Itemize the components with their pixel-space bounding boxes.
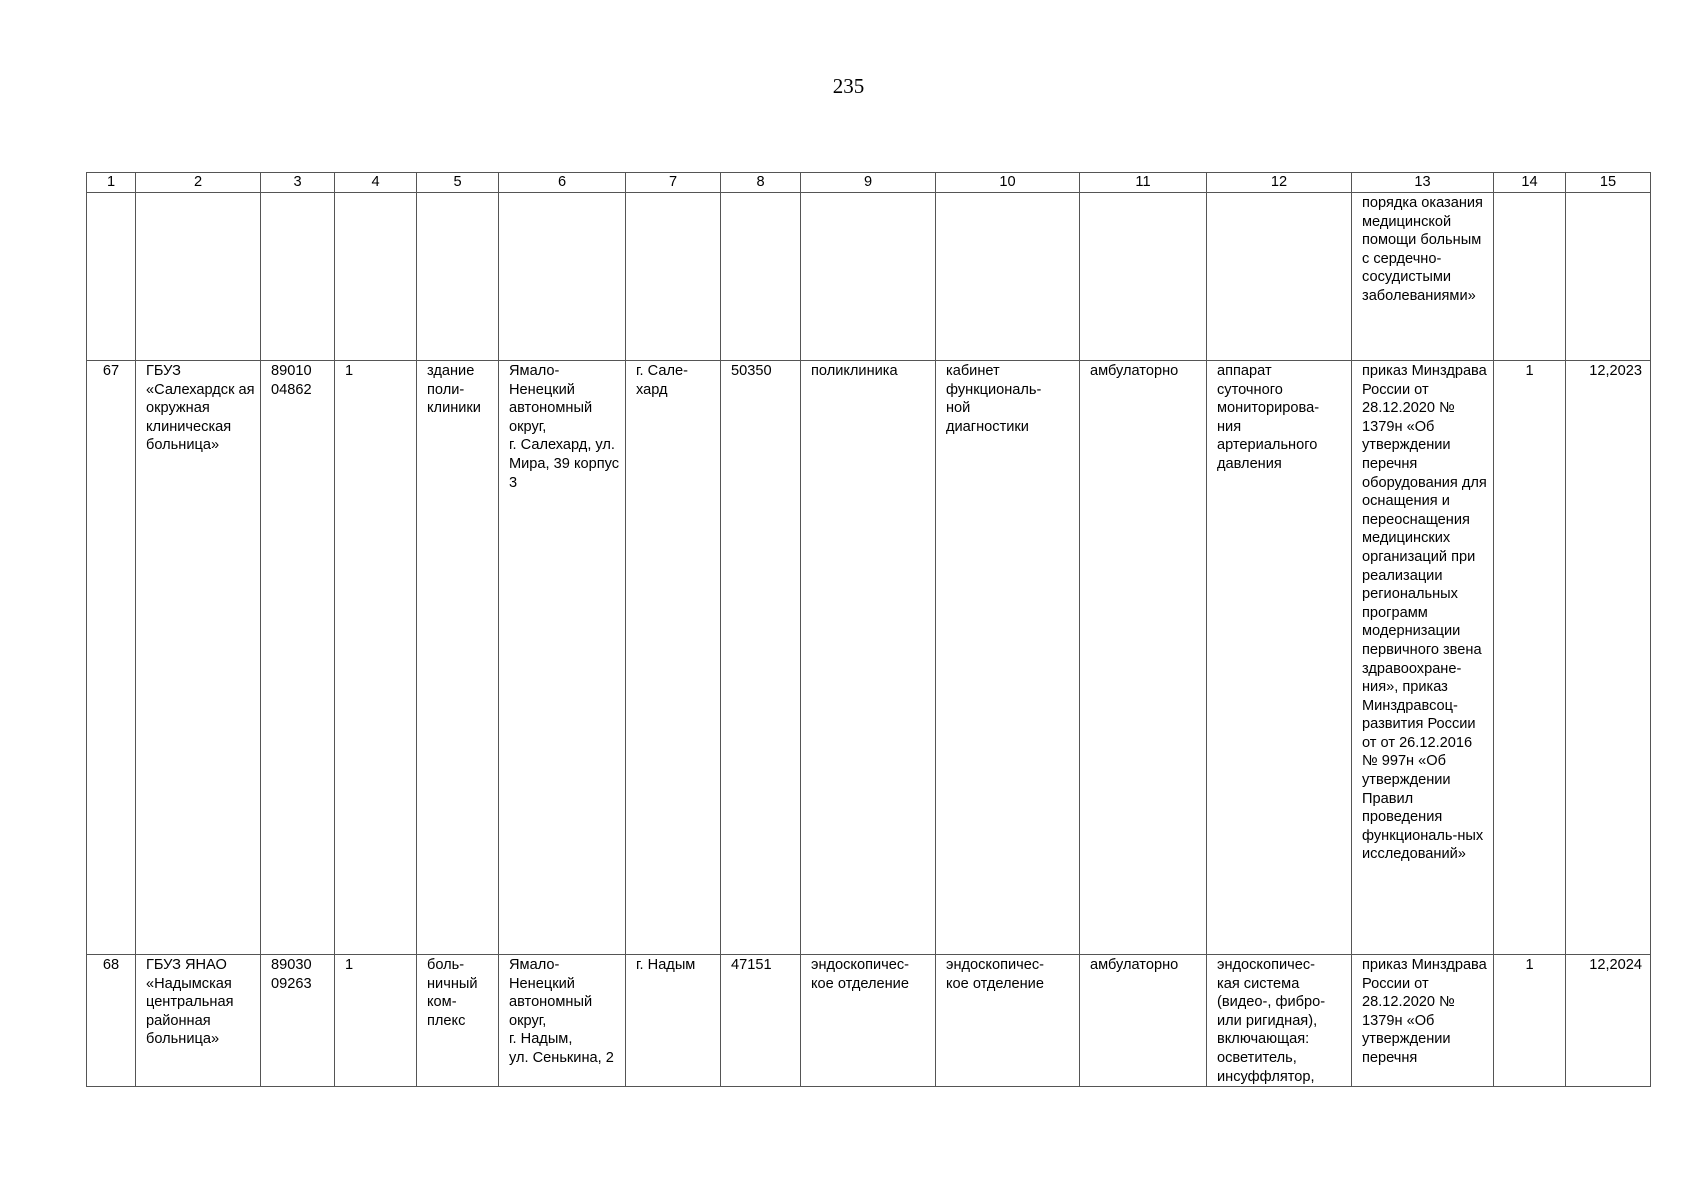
- quantity-cell: 1: [335, 955, 417, 1087]
- table-row-67: [87, 361, 1651, 955]
- column-header-7: 7: [626, 173, 721, 193]
- table-cell: [721, 193, 801, 361]
- column-header-6: 6: [499, 173, 626, 193]
- column-header-1: 1: [87, 173, 136, 193]
- table-cell: [936, 193, 1080, 361]
- code-cell: 89030 09263: [261, 955, 335, 1087]
- organization-cell: ГБУЗ ЯНАО «Надымская центральная районная больница»: [136, 955, 261, 1087]
- code-cell: 89010 04862: [261, 361, 335, 955]
- column-header-9: 9: [801, 173, 936, 193]
- row-number-cell: 67: [87, 361, 136, 955]
- table-cell: [499, 193, 626, 361]
- page-number: 235: [832, 74, 865, 98]
- data-table: [86, 172, 1651, 1087]
- quantity-cell: 1: [335, 361, 417, 955]
- table-cell: [626, 193, 721, 361]
- code-8-cell: 50350: [721, 361, 801, 955]
- code-8-cell: 47151: [721, 955, 801, 1087]
- unit-cell: эндоскопичес- кое отделение: [936, 955, 1080, 1087]
- table-row-continuation: [87, 193, 1651, 361]
- table-cell: [1207, 193, 1352, 361]
- table-cell: [801, 193, 936, 361]
- table-cell: [136, 193, 261, 361]
- amount-cell: 1: [1494, 361, 1566, 955]
- table-cell: [1080, 193, 1207, 361]
- building-type-cell: здание поли- клиники: [417, 361, 499, 955]
- column-header-4: 4: [335, 173, 417, 193]
- legal-basis-cell: приказ Минздрава России от 28.12.2020 № 1379н «Об утверждении перечня оборудования для оснащения и переоснащения медицинских организаций при реализации региональных программ модернизации первичного звена здравоохране-ния», приказ Минздравсоц-развития России от от 26.12.2016 № 997н «Об утверждении Правил проведения функциональ-ных исследований»: [1352, 361, 1494, 955]
- column-header-3: 3: [261, 173, 335, 193]
- column-header-13: 13: [1352, 173, 1494, 193]
- column-header-15: 15: [1566, 173, 1651, 193]
- column-header-10: 10: [936, 173, 1080, 193]
- department-cell: эндоскопичес- кое отделение: [801, 955, 936, 1087]
- column-header-8: 8: [721, 173, 801, 193]
- table-cell: [335, 193, 417, 361]
- table-cell: [1494, 193, 1566, 361]
- care-mode-cell: амбулаторно: [1080, 361, 1207, 955]
- organization-cell: ГБУЗ «Салехардск ая окружная клиническая больница»: [136, 361, 261, 955]
- care-mode-cell: амбулаторно: [1080, 955, 1207, 1087]
- header-row: [87, 173, 1651, 193]
- building-type-cell: боль- ничный ком- плекс: [417, 955, 499, 1087]
- column-header-2: 2: [136, 173, 261, 193]
- column-header-5: 5: [417, 173, 499, 193]
- address-cell: Ямало- Ненецкий автономный округ, г. Надым, ул. Сенькина, 2: [499, 955, 626, 1087]
- column-header-11: 11: [1080, 173, 1207, 193]
- city-cell: г. Надым: [626, 955, 721, 1087]
- column-header-14: 14: [1494, 173, 1566, 193]
- table-cell: [261, 193, 335, 361]
- department-cell: поликлиника: [801, 361, 936, 955]
- amount-cell: 1: [1494, 955, 1566, 1087]
- unit-cell: кабинет функциональ- ной диагностики: [936, 361, 1080, 955]
- equipment-cell: аппарат суточного мониторирова- ния артериального давления: [1207, 361, 1352, 955]
- city-cell: г. Сале- хард: [626, 361, 721, 955]
- date-cell: 12,2023: [1566, 361, 1651, 955]
- date-cell: 12,2024: [1566, 955, 1651, 1087]
- legal-basis-cell: приказ Минздрава России от 28.12.2020 № 1379н «Об утверждении перечня: [1352, 955, 1494, 1087]
- legal-basis-cell: порядка оказания медицинской помощи больным с сердечно-сосудистыми заболеваниями»: [1352, 193, 1494, 361]
- column-header-12: 12: [1207, 173, 1352, 193]
- table-cell: [417, 193, 499, 361]
- equipment-cell: эндоскопичес- кая система (видео-, фибро- или ригидная), включающая: осветитель, инсуффлятор,: [1207, 955, 1352, 1087]
- address-cell: Ямало- Ненецкий автономный округ, г. Салехард, ул. Мира, 39 корпус 3: [499, 361, 626, 955]
- table-cell: [87, 193, 136, 361]
- row-number-cell: 68: [87, 955, 136, 1087]
- table-cell: [1566, 193, 1651, 361]
- table-row-68: [87, 955, 1651, 1087]
